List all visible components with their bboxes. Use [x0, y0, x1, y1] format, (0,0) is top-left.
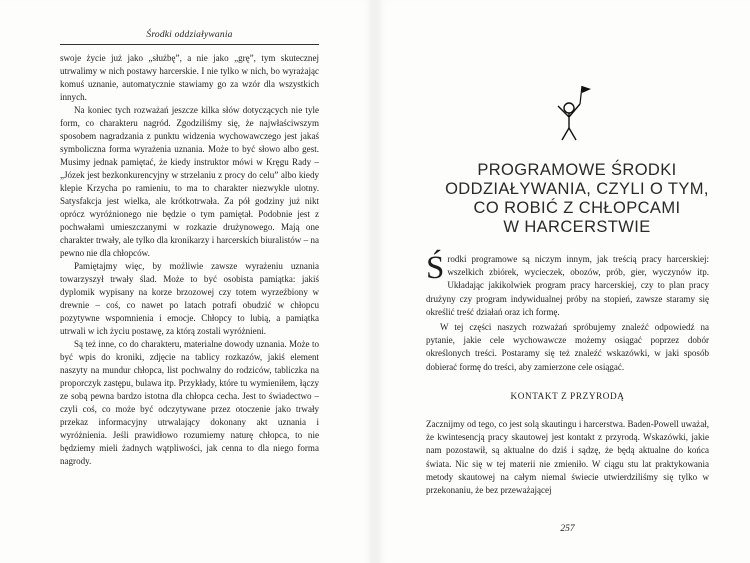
- paragraph: W tej części naszych rozważań spróbujemy znaleźć odpowiedź na pytanie, jakie cele wychowawcze możemy osiągać poprzez dobór określonych treści. Postaramy się też znaleźć wskazówki, w jaki sposób dobierać formę do treści, aby zamierzone cele osiągać.: [426, 322, 709, 372]
- right-intro-text: [426, 250, 709, 374]
- running-head: Środki oddziaływania: [146, 30, 233, 40]
- chapter-title-line: W HARCERSTWIE: [503, 218, 651, 237]
- chapter-title-line: ODDZIAŁYWANIA, CZYLI O TYM,: [445, 180, 709, 199]
- left-body-text: [60, 52, 319, 468]
- chapter-title-line: CO ROBIĆ Z CHŁOPCAMI: [473, 199, 681, 218]
- paragraph-text: rodki programowe są niczym innym, jak treścią pracy harcerskiej: wszelkich zbiórek, wycieczek, obozów, prób, gier, wyczynów itp. Układając jakikolwiek program pracy harcerskiej, czy to plan pracy drużyny czy program indywidualnej próby na stopień, zawsze staramy się określić treść działań oraz ich formę.: [426, 254, 709, 317]
- paragraph: Zacznijmy od tego, co jest solą skautingu i harcerstwa. Baden-Powell uważał, że kwintesencją pracy skautowej jest kontakt z przyrodą. Wskazówki, jakie nam pozostawił, są aktualne do dziś i sądzę, że będą aktualne do końca świata. Nic się w tej materii nie zmieniło. W ciągu stu lat praktykowania metody skautowej na całym niemal świecie utwierdziliśmy się tylko w przekonaniu, że bez przeważającej: [426, 419, 709, 496]
- chapter-title-line: PROGRAMOWE ŚRODKI: [477, 161, 677, 180]
- paragraph: Są też inne, co do charakteru, materialne dowody uznania. Może to być wpis do kroniki, zdjęcie na tablicy rozkazów, jakiś element naszyty na mundur chłopca, list pochwalny do rodziców, tabliczka na proporczyk zastępu, bulawa itp. Przykłady, które tu wymieniłem, łączy ze sobą pewna bardzo istotna dla chłopca cecha. Jest to świadectwo – czyli coś, co może być odczytywane przez otoczenie jako trwały przekaz informacyjny utrwalający dokonany akt uznania i wyróżnienia. Jeśli prawidłowo rozumiemy naturę chłopca, to nie będziemy mieli żadnych wątpliwości, jak cenna to dla niego forma nagrody.: [60, 339, 319, 466]
- running-head-rule: [60, 44, 319, 45]
- paragraph: Na koniec tych rozważań jeszcze kilka słów dotyczących nie tyle form, co charakteru nagród. Zgodziliśmy się, że najwłaściwszym sposobem nagradzania z punktu widzenia wychowawczego jest jakaś symboliczna forma wyrażenia uznania. Może to być słowo albo gest. Musimy jednak pamiętać, że kiedy instruktor mówi w Kręgu Rady – „Józek jest bezkonkurencyjny w strzelaniu z procy do celu” albo kiedy klepie Krzycha po ramieniu, to ma to charakter niezwykle ulotny. Satysfakcja jest wielka, ale krótkotrwała. Za pół godziny już nikt oprócz wyróżnionego nie będzie o tym pamiętał. Podobnie jest z pochwałami umieszczanymi w rozkazie drużynowego. Mają one charakter trwały, ale tylko dla kronikarzy i harcerskich biuralistów – na pewno nie dla chłopców.: [60, 105, 319, 258]
- paragraph: swoje życie już jako „służbę”, a nie jako „grę”, tym skutecznej utrwalimy w nich postawy harcerskie. I nie tylko w nich, bo wyrażając komuś uznanie, automatycznie stawiamy go za wzór dla wszystkich innych.: [60, 53, 319, 102]
- paragraph: Pamiętajmy więc, by możliwie zawsze wyrażeniu uznania towarzyszył trwały ślad. Może to być osobista pamiątka: jakiś dyplomik wypisany na korze brzozowej czy totem wyrzeźbiony w drewnie – coś, co nawet po latach potrafi obudzić w chłopcu pozytywne wspomnienia i emocje. Chłopcy to lubią, a pamiątka utrwali w ich życiu postawę, za którą zostali wyróżnieni.: [60, 261, 319, 336]
- chapter-title: [427, 161, 727, 237]
- stick-figure-with-flag-icon: [552, 82, 592, 144]
- drop-cap: Ś: [426, 250, 445, 286]
- paragraph: [426, 250, 709, 319]
- page-number: 257: [560, 524, 575, 534]
- section-heading: KONTAKT Z PRZYRODĄ: [510, 391, 625, 401]
- right-section-text: [426, 418, 709, 497]
- left-page: [0, 0, 372, 563]
